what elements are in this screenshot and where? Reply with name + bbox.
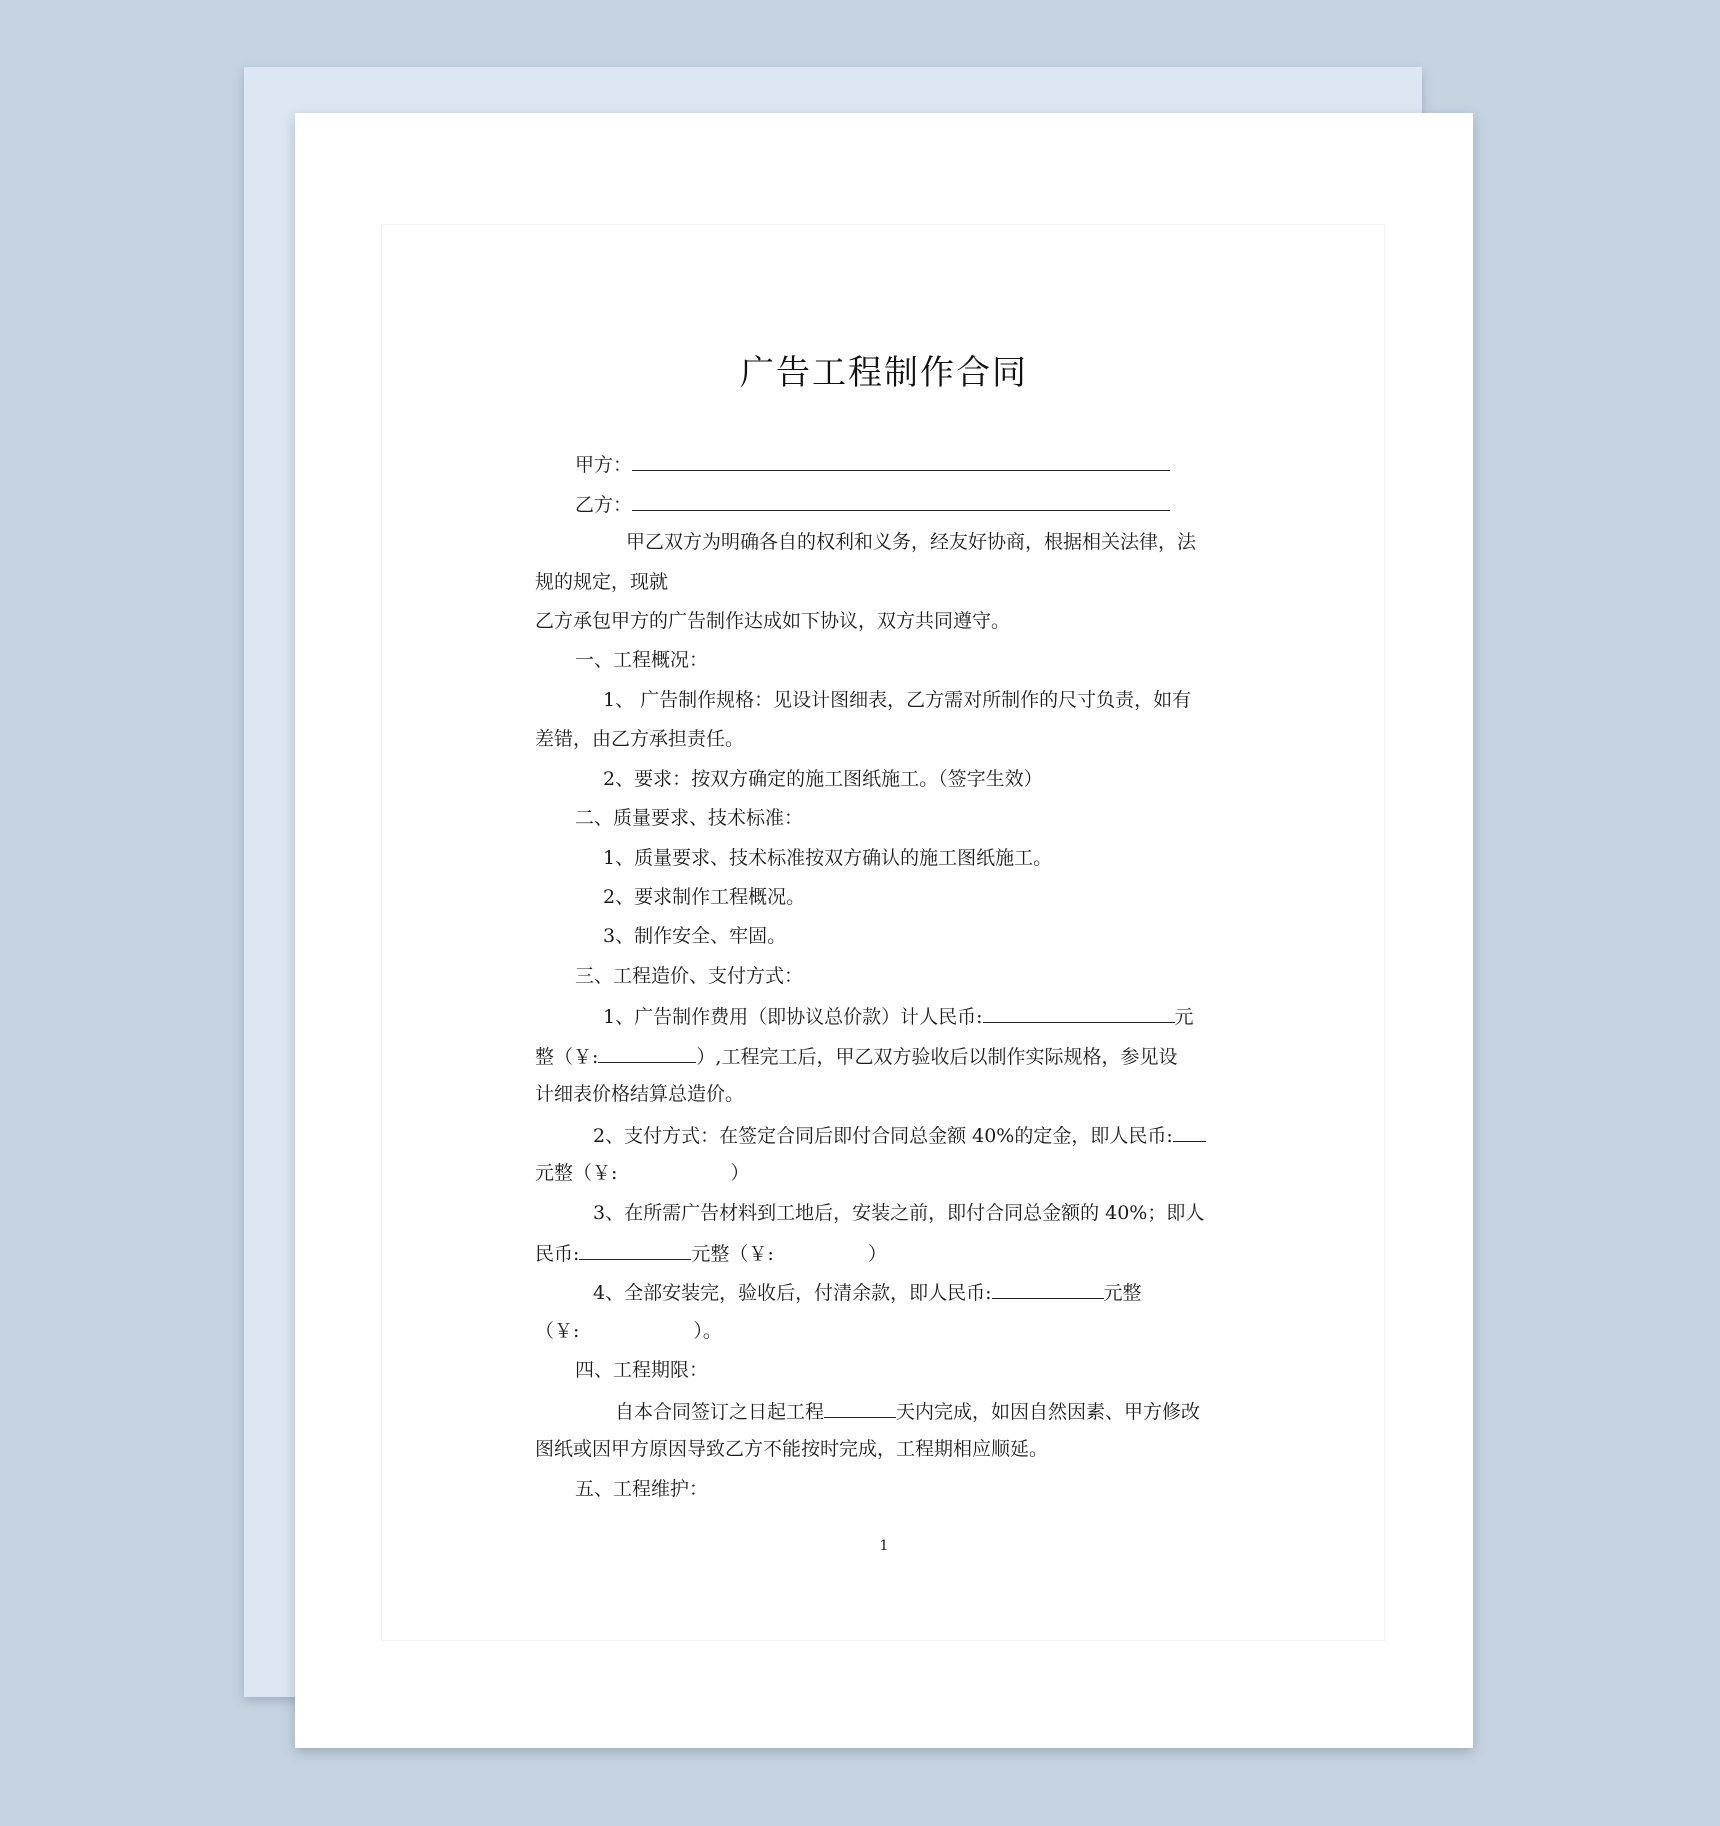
second-payment-unit: 元整（￥: — [691, 1243, 774, 1265]
section-1-item-2: 2、要求：按双方确定的施工图纸施工。（签字生效） — [603, 768, 1043, 790]
intro-line-2: 规的规定，现就 — [535, 571, 669, 593]
balance-yuan-suffix: ）。 — [693, 1320, 722, 1342]
page-number: 1 — [879, 1538, 889, 1554]
page-margin-frame — [381, 224, 1385, 1641]
section-3-item-4-b — [535, 1318, 722, 1344]
section-4-heading: 四、工程期限： — [575, 1359, 709, 1381]
section-3-heading: 三、工程造价、支付方式： — [575, 965, 804, 987]
fee-settlement-text: ）,工程完工后，甲乙双方验收后以制作实际规格，参见设 — [696, 1046, 1178, 1068]
deposit-yuan-prefix: 元整（￥: — [535, 1162, 618, 1184]
section-1-heading: 一、工程概况： — [575, 649, 709, 671]
fee-yuan-prefix: 整（￥: — [535, 1046, 599, 1068]
deposit-yuan-suffix: ） — [730, 1162, 750, 1184]
period-text-end: 天内完成，如因自然因素、甲方修改 — [896, 1401, 1201, 1423]
document-title: 广告工程制作合同 — [740, 353, 1028, 393]
section-2-item-2: 2、要求制作工程概况。 — [603, 886, 806, 908]
fee-amount-blank[interactable] — [983, 1002, 1175, 1023]
section-1-item-1-a: 1、 广告制作规格：见设计图细表，乙方需对所制作的尺寸负责，如有 — [603, 689, 1192, 711]
document-page — [295, 113, 1473, 1748]
section-3-item-3-b — [535, 1239, 887, 1267]
section-4-text-a — [615, 1397, 1200, 1425]
balance-text: 4、全部安装完，验收后，付清余款，即人民币: — [593, 1282, 992, 1304]
deposit-amount-blank[interactable] — [1173, 1121, 1206, 1142]
party-b-label: 乙方： — [575, 494, 633, 516]
section-1-item-1-b: 差错，由乙方承担责任。 — [535, 728, 745, 750]
party-a-label: 甲方： — [575, 454, 633, 476]
party-b-blank[interactable] — [632, 490, 1170, 511]
balance-unit: 元整 — [1103, 1282, 1142, 1304]
intro-line-1: 甲乙双方为明确各自的权利和义务，经友好协商，根据相关法律，法 — [626, 531, 1197, 553]
section-2-heading: 二、质量要求、技术标准： — [575, 807, 804, 829]
section-3-item-2-a — [593, 1121, 1206, 1149]
fee-unit: 元 — [1174, 1006, 1194, 1028]
section-3-item-3-a: 3、在所需广告材料到工地后，安装之前，即付合同总金额的 40%；即人 — [593, 1202, 1205, 1224]
section-3-item-1-a — [603, 1002, 1194, 1030]
second-payment-blank[interactable] — [579, 1239, 691, 1260]
fee-yuan-blank[interactable] — [598, 1042, 696, 1063]
second-payment-suffix: ） — [867, 1243, 887, 1265]
party-b-line — [575, 490, 1170, 518]
intro-line-3: 乙方承包甲方的广告制作达成如下协议，双方共同遵守。 — [535, 610, 1011, 632]
section-2-item-3: 3、制作安全、牢固。 — [603, 925, 787, 947]
balance-yuan-prefix: （￥: — [535, 1320, 580, 1342]
period-days-blank[interactable] — [824, 1397, 896, 1418]
section-3-item-2-b — [535, 1160, 749, 1186]
period-text-start: 自本合同签订之日起工程 — [615, 1401, 825, 1423]
section-2-item-1: 1、质量要求、技术标准按双方确认的施工图纸施工。 — [603, 847, 1053, 869]
section-4-text-b: 图纸或因甲方原因导致乙方不能按时完成，工程期相应顺延。 — [535, 1438, 1049, 1460]
party-a-blank[interactable] — [632, 450, 1170, 471]
section-3-item-1-b — [535, 1042, 1177, 1070]
fee-text: 1、广告制作费用（即协议总价款）计人民币: — [603, 1006, 983, 1028]
section-3-item-1-c: 计细表价格结算总造价。 — [535, 1083, 745, 1105]
deposit-text: 2、支付方式：在签定合同后即付合同总金额 40%的定金，即人民币: — [593, 1125, 1173, 1147]
section-3-item-4-a — [593, 1278, 1142, 1306]
second-payment-label: 民币: — [535, 1243, 580, 1265]
section-5-heading: 五、工程维护： — [575, 1478, 709, 1500]
balance-amount-blank[interactable] — [992, 1278, 1104, 1299]
party-a-line — [575, 450, 1170, 478]
